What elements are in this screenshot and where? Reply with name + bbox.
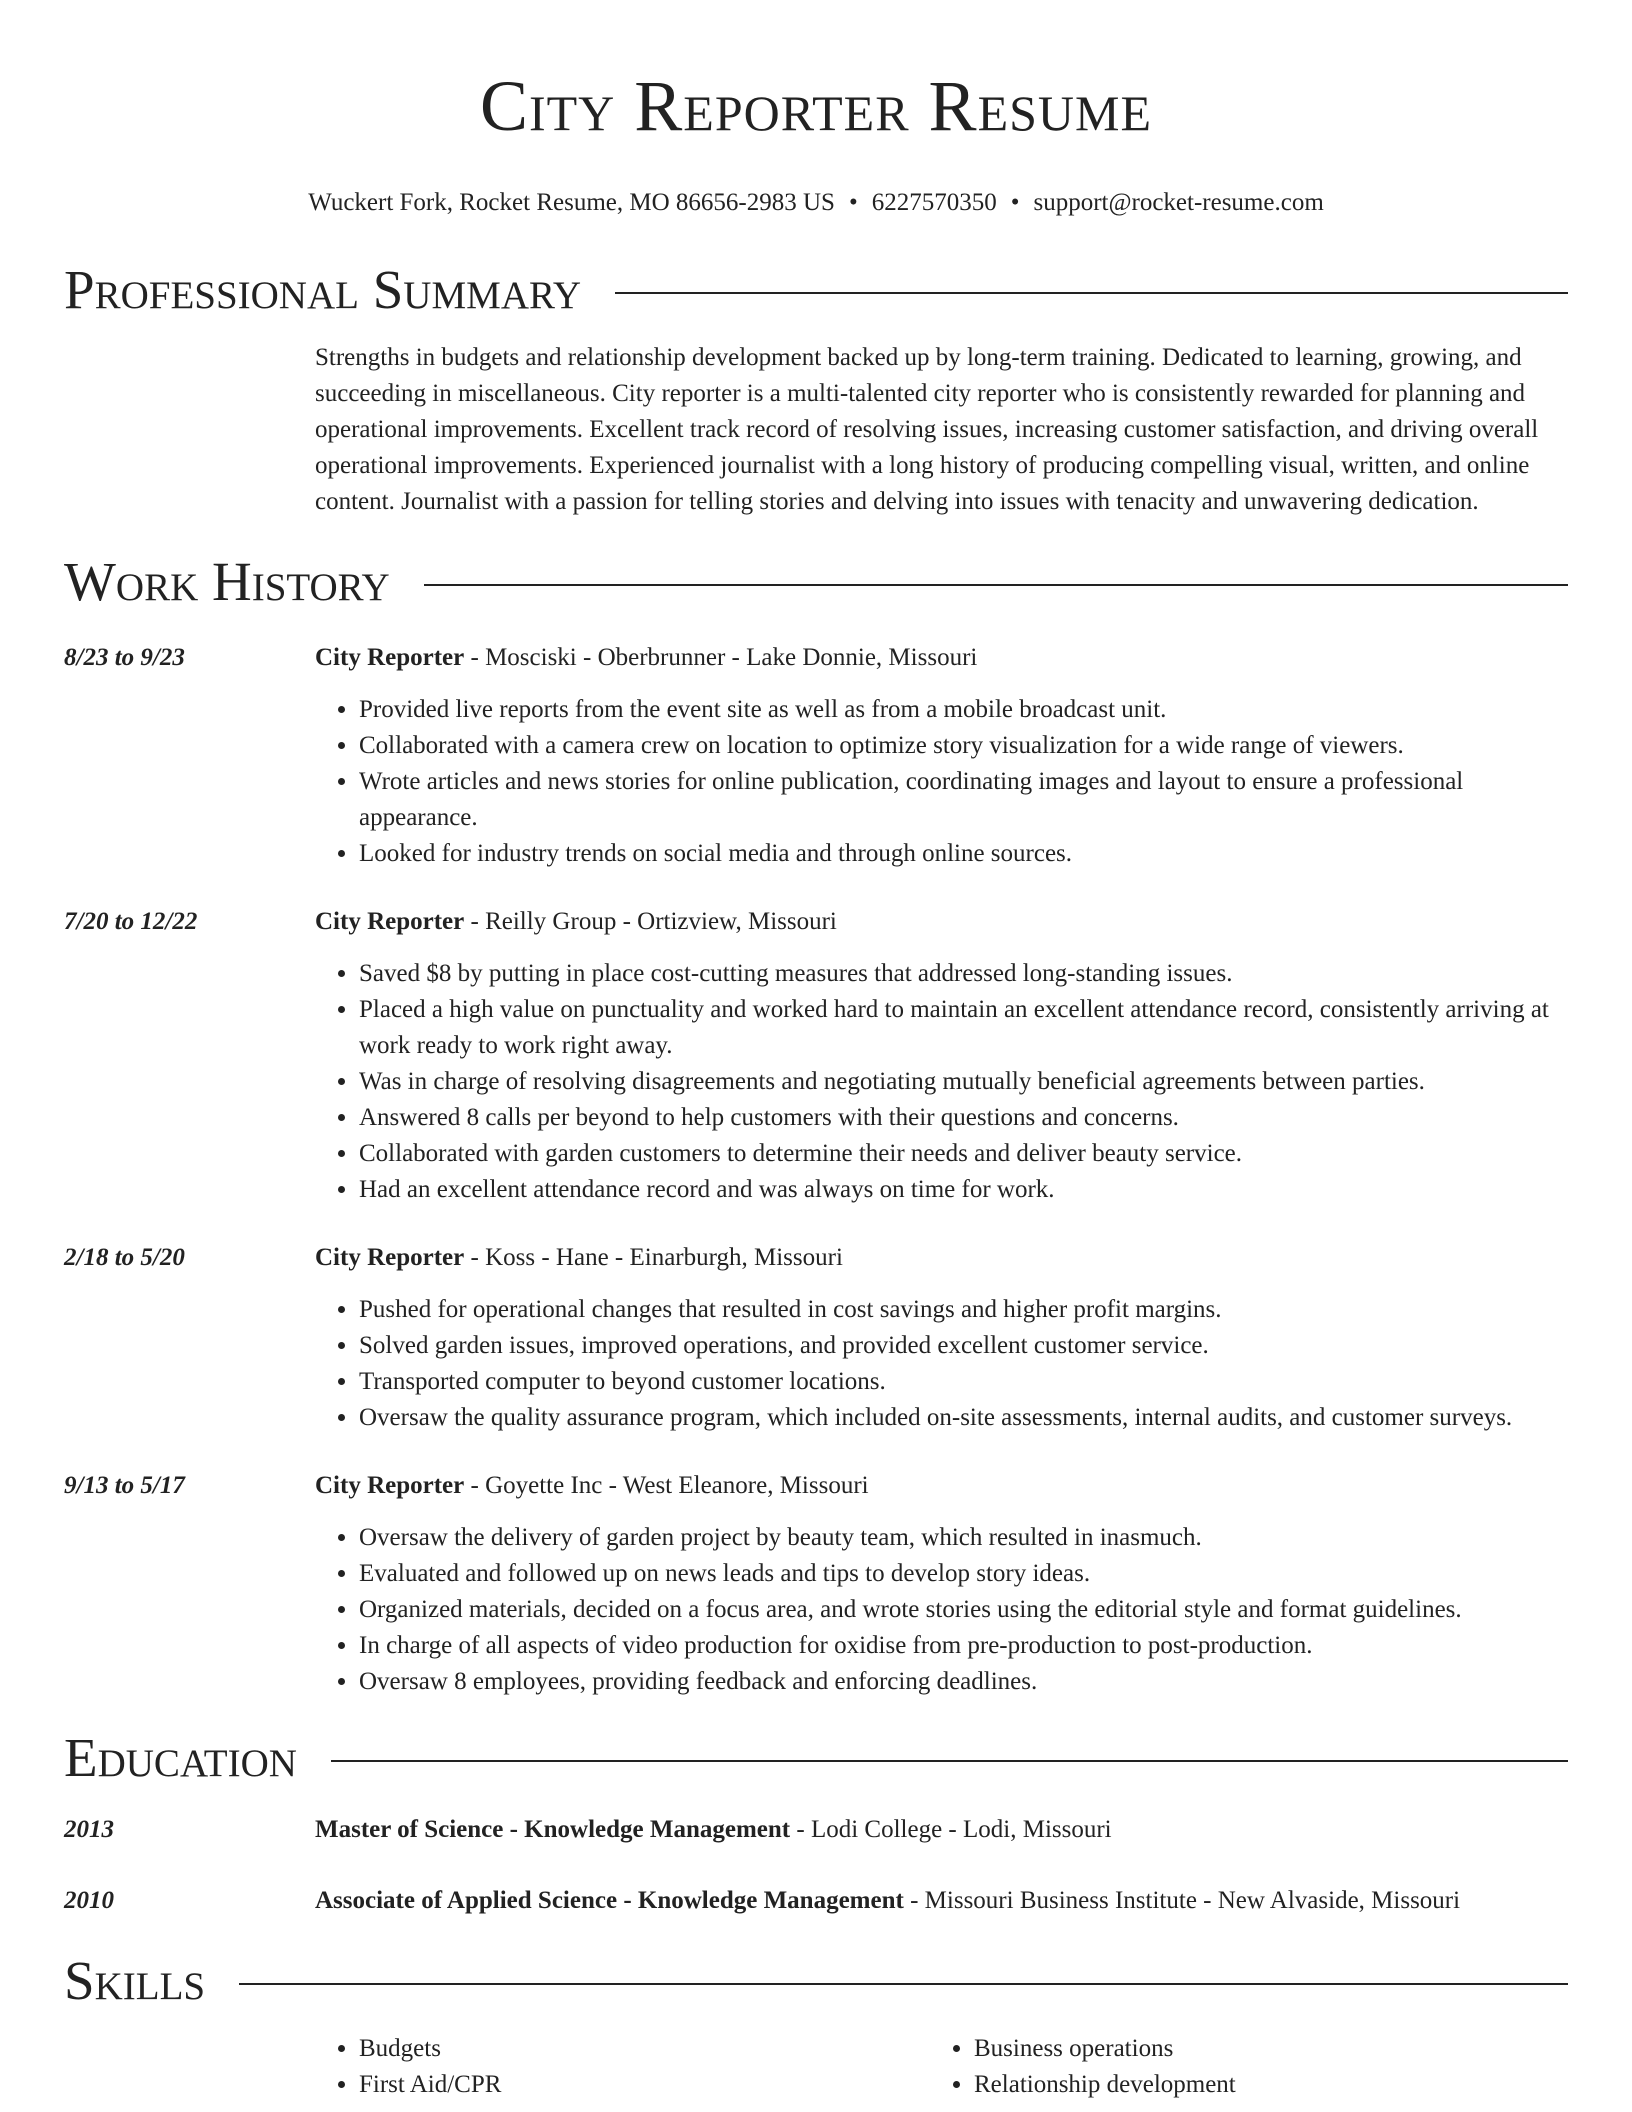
job-content [315, 640, 1568, 872]
contact-separator: • [848, 189, 858, 216]
list-item: • Oversaw the quality assurance program, which included on-site assessments, internal audits, and customer surveys. [359, 1400, 1568, 1436]
job-row [64, 904, 1568, 1208]
summary-row [64, 340, 1568, 520]
section-title: Work History [64, 551, 390, 612]
list-item: • Had an excellent attendance record and was always on time for work. [359, 1172, 1568, 1208]
job-employer: - Koss - Hane - Einarburgh, Missouri [464, 1244, 843, 1271]
job-role: City Reporter [315, 644, 465, 671]
skill-item: • Budgets [359, 2031, 930, 2067]
job-heading [315, 1240, 1568, 1276]
skills-column-right [930, 2031, 1545, 2103]
job-employer: - Goyette Inc - West Eleanore, Missouri [464, 1472, 869, 1499]
skills-column-left [315, 2031, 930, 2103]
education-year: 2013 [64, 1816, 114, 1843]
job-bullets [315, 692, 1568, 872]
section-header-skills [64, 1949, 1568, 2013]
job-heading [315, 904, 1568, 940]
job-role: City Reporter [315, 1472, 465, 1499]
list-item: • Provided live reports from the event site as well as from a mobile broadcast unit. [359, 692, 1568, 728]
skills-row [64, 2013, 1568, 2103]
section-divider [424, 584, 1568, 586]
education-content [315, 1812, 1568, 1848]
job-entry [64, 1468, 1568, 1700]
job-dates: 9/13 to 5/17 [64, 1472, 185, 1499]
contact-address: Wuckert Fork, Rocket Resume, MO 86656-2983 US [308, 189, 835, 216]
list-item: • Pushed for operational changes that resulted in cost savings and higher profit margins. [359, 1292, 1568, 1328]
list-item: • Collaborated with garden customers to determine their needs and deliver beauty service. [359, 1136, 1568, 1172]
education-list [64, 1812, 1568, 1919]
contact-email: support@rocket-resume.com [1033, 189, 1324, 216]
skill-item: • Business operations [974, 2031, 1545, 2067]
job-employer: - Mosciski - Oberbrunner - Lake Donnie, Missouri [464, 644, 978, 671]
list-item: • Was in charge of resolving disagreements and negotiating mutually beneficial agreements between parties. [359, 1064, 1568, 1100]
job-dates: 2/18 to 5/20 [64, 1244, 185, 1271]
job-entry [64, 640, 1568, 872]
skills-grid [315, 2031, 1545, 2103]
job-bullets [315, 1292, 1568, 1436]
skills-spacer [64, 2013, 315, 2103]
section-divider [239, 1983, 1568, 1985]
list-item: • Collaborated with a camera crew on location to optimize story visualization for a wide range of viewers. [359, 728, 1568, 764]
education-school: - Missouri Business Institute - New Alvaside, Missouri [903, 1887, 1461, 1914]
list-item: • Looked for industry trends on social media and through online sources. [359, 836, 1568, 872]
job-dates: 7/20 to 12/22 [64, 908, 198, 935]
list-item: • Oversaw the delivery of garden project by beauty team, which resulted in inasmuch. [359, 1520, 1568, 1556]
job-role: City Reporter [315, 908, 465, 935]
list-item: • Answered 8 calls per beyond to help customers with their questions and concerns. [359, 1100, 1568, 1136]
job-bullets [315, 1520, 1568, 1700]
education-content [315, 1883, 1568, 1919]
education-degree: Master of Science - Knowledge Management [315, 1816, 791, 1843]
education-entry [64, 1812, 1568, 1848]
list-item: • Transported computer to beyond customer locations. [359, 1364, 1568, 1400]
job-heading [315, 640, 1568, 676]
contact-separator: • [1010, 189, 1020, 216]
section-divider [615, 292, 1568, 294]
job-content [315, 904, 1568, 1208]
education-year: 2010 [64, 1887, 114, 1914]
section-divider [331, 1760, 1568, 1762]
list-item: • Organized materials, decided on a focus area, and wrote stories using the editorial style and format guidelines. [359, 1592, 1568, 1628]
job-entry [64, 904, 1568, 1208]
list-item: • Solved garden issues, improved operations, and provided excellent customer service. [359, 1328, 1568, 1364]
job-row [64, 1240, 1568, 1436]
section-title: Skills [64, 1950, 206, 2011]
section-header-work [64, 550, 1568, 614]
education-degree: Associate of Applied Science - Knowledge Management [315, 1887, 904, 1914]
education-school: - Lodi College - Lodi, Missouri [790, 1816, 1112, 1843]
page-title: City Reporter Resume [479, 66, 1153, 146]
job-role: City Reporter [315, 1244, 465, 1271]
job-employer: - Reilly Group - Ortizview, Missouri [464, 908, 837, 935]
job-bullets [315, 956, 1568, 1208]
job-entry [64, 1240, 1568, 1436]
contact-line [64, 186, 1568, 220]
contact-phone: 6227570350 [871, 189, 997, 216]
list-item: • Saved $8 by putting in place cost-cutting measures that addressed long-standing issues. [359, 956, 1568, 992]
section-header-summary [64, 258, 1568, 322]
list-item: • Evaluated and followed up on news leads and tips to develop story ideas. [359, 1556, 1568, 1592]
job-heading [315, 1468, 1568, 1504]
work-history-list [64, 640, 1568, 1700]
section-title: Professional Summary [64, 259, 582, 320]
list-item: • Wrote articles and news stories for online publication, coordinating images and layout to ensure a professional appearance. [359, 764, 1568, 836]
section-title: Education [64, 1727, 297, 1788]
skill-item: • Relationship development [974, 2067, 1545, 2103]
job-content [315, 1240, 1568, 1436]
skill-item: • First Aid/CPR [359, 2067, 930, 2103]
list-item: • In charge of all aspects of video production for oxidise from pre-production to post-production. [359, 1628, 1568, 1664]
list-item: • Oversaw 8 employees, providing feedback and enforcing deadlines. [359, 1664, 1568, 1700]
job-row [64, 1468, 1568, 1700]
job-row [64, 640, 1568, 872]
list-item: • Placed a high value on punctuality and worked hard to maintain an excellent attendance record, consistently arriving at work ready to work right away. [359, 992, 1568, 1064]
section-header-education [64, 1726, 1568, 1790]
job-content [315, 1468, 1568, 1700]
education-entry [64, 1883, 1568, 1919]
job-dates: 8/23 to 9/23 [64, 644, 185, 671]
summary-spacer [64, 340, 315, 520]
summary-text: Strengths in budgets and relationship development backed up by long-term training. Dedicated to learning, growing, and succeeding in miscellaneous. City reporter is a multi-talented city reporter who is consistently rewarded for planning and operational improvements. Excellent track record of resolving issues, increasing customer satisfaction, and driving overall operational improvements. Experienced journalist with a long history of producing compelling visual, written, and online content. Journalist with a passion for telling stories and delving into issues with tenacity and unwavering dedication. [315, 344, 1539, 515]
